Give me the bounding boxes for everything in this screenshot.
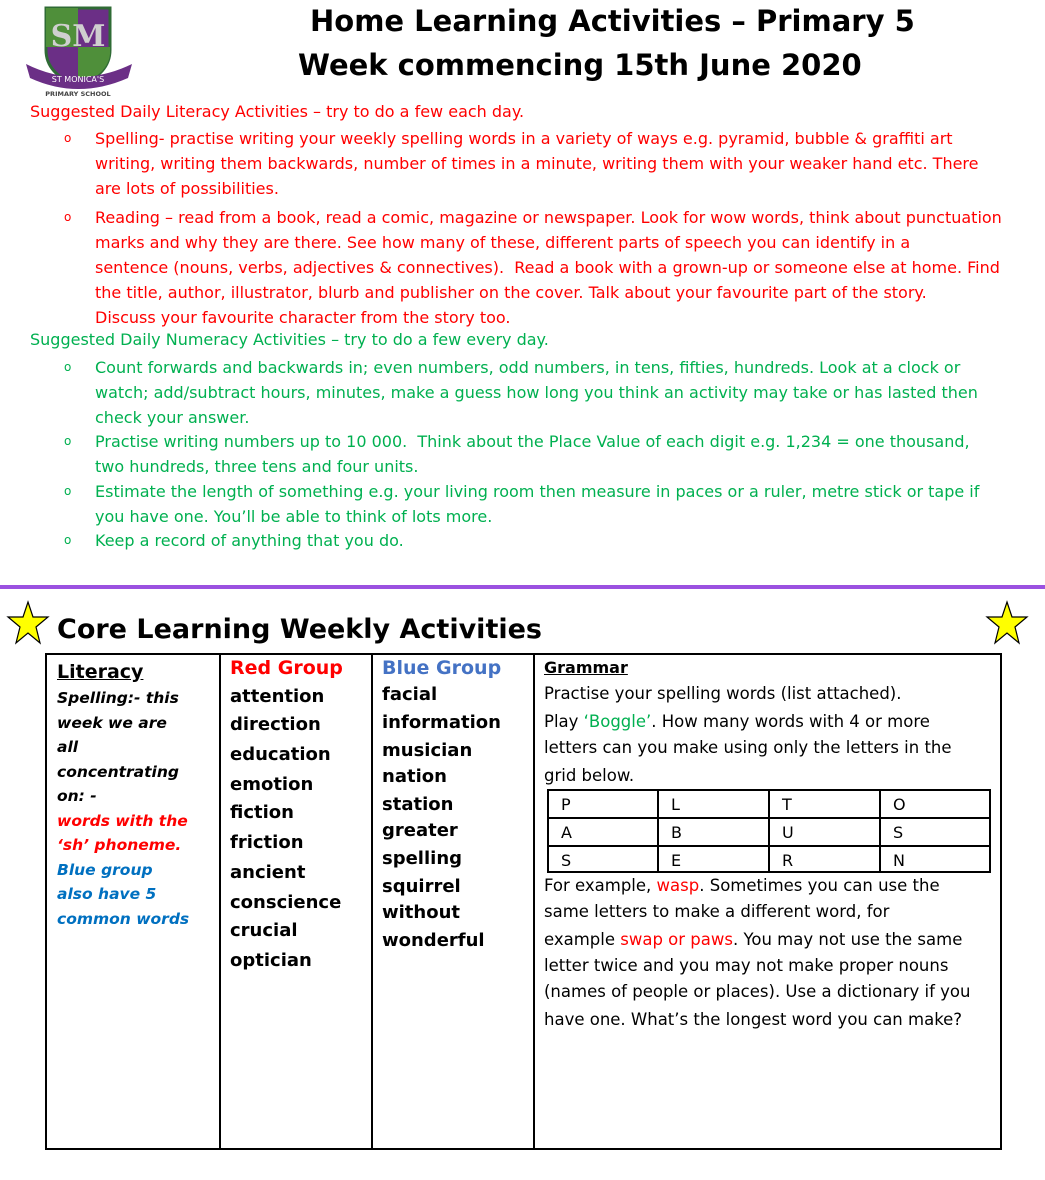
example-word: wasp: [656, 876, 700, 895]
table-column-divider: [533, 655, 535, 1148]
logo-school-sub: PRIMARY SCHOOL: [45, 90, 111, 98]
blue-group-word: wonderful: [382, 930, 485, 951]
blue-group-word: nation: [382, 766, 447, 787]
boggle-word: ‘Boggle’: [583, 712, 652, 731]
core-title: Core Learning Weekly Activities: [57, 614, 542, 645]
numeracy-item-text: Keep a record of anything that you do.: [95, 531, 404, 550]
blue-group-heading: Blue Group: [382, 657, 502, 679]
page-title: Home Learning Activities – Primary 5: [310, 4, 915, 38]
literacy-text-line: concentrating: [57, 762, 179, 781]
literacy-item-text: Spelling- practise writing your weekly spelling words in a variety of ways e.g. pyramid, bubble & graffiti art writing, writing them backwards, number of times in a minute, writing them with your weaker hand etc. There are lots of possibilities.: [95, 129, 979, 198]
grammar-text: . You may not use the same: [733, 930, 963, 949]
red-group-word: ancient: [230, 862, 306, 883]
grid-letter: E: [671, 851, 682, 870]
literacy-text-line: Blue group: [57, 860, 153, 879]
section-divider: [0, 585, 1045, 589]
grammar-line: [544, 712, 930, 731]
blue-group-word: facial: [382, 684, 438, 705]
red-group-word: direction: [230, 714, 321, 735]
literacy-text-line: words with the: [57, 811, 188, 830]
literacy-col-heading: Literacy: [57, 661, 144, 683]
blue-group-word: station: [382, 794, 454, 815]
page-subtitle: Week commencing 15th June 2020: [298, 48, 862, 82]
literacy-item-text: Reading – read from a book, read a comic, magazine or newspaper. Look for wow words, think about punctuation marks and why they are there. See how many of these, different parts of speech you can identify in a sentence (nouns, verbs, adjectives & connectives). Read a book with a grown-up or someone else at home. Find the title, author, illustrator, blurb and publisher on the cover. Talk about your favourite part of the story. Discuss your favourite character from the story too.: [95, 208, 1002, 327]
red-group-word: optician: [230, 950, 312, 971]
blue-group-word: without: [382, 902, 461, 923]
bullet-mark: o: [64, 360, 72, 374]
grid-letter: U: [782, 823, 794, 842]
grammar-text: For example,: [544, 876, 657, 895]
bullet-mark: o: [64, 484, 72, 498]
literacy-heading: Suggested Daily Literacy Activities – try to do a few each day.: [30, 102, 525, 121]
grid-letter: N: [893, 851, 905, 870]
grammar-line: letters can you make using only the letters in the: [544, 738, 952, 757]
grid-letter: R: [782, 851, 794, 870]
red-group-word: emotion: [230, 774, 314, 795]
grammar-line: (names of people or places). Use a dictionary if you: [544, 982, 971, 1001]
grid-letter: T: [782, 795, 792, 814]
grammar-line: grid below.: [544, 766, 635, 785]
logo-school-name: ST MONICA'S: [51, 75, 105, 84]
bullet-mark: o: [64, 434, 72, 448]
grid-line: [768, 791, 770, 871]
grammar-heading: Grammar: [544, 658, 628, 677]
bullet-mark: o: [64, 533, 72, 547]
school-logo: [20, 2, 138, 98]
red-group-word: friction: [230, 832, 304, 853]
star-icon: [6, 600, 50, 650]
grid-letter: O: [893, 795, 906, 814]
grammar-text: . Sometimes you can use the: [699, 876, 940, 895]
boggle-grid: [547, 789, 991, 873]
grammar-text: Play: [544, 712, 584, 731]
numeracy-item-text: Count forwards and backwards in; even numbers, odd numbers, in tens, fifties, hundreds. Look at a clock or watch; add/subtract hours, minutes, make a guess how long you think an activity may take or has lasted then check your answer.: [95, 358, 978, 427]
grid-letter: S: [561, 851, 572, 870]
grid-letter: B: [671, 823, 682, 842]
grammar-line: have one. What’s the longest word you can make?: [544, 1010, 963, 1029]
literacy-text-line: week we are: [57, 713, 167, 732]
table-column-divider: [219, 655, 221, 1148]
literacy-column: [57, 658, 189, 931]
grammar-text: . How many words with 4 or more: [651, 712, 930, 731]
grid-letter: A: [561, 823, 572, 842]
grammar-line: same letters to make a different word, for: [544, 902, 890, 921]
grid-letter: P: [561, 795, 571, 814]
literacy-text-line: on: -: [57, 787, 97, 805]
literacy-text-line: also have 5: [57, 885, 157, 903]
blue-group-word: greater: [382, 820, 458, 841]
blue-group-word: musician: [382, 740, 473, 761]
grid-line: [879, 791, 881, 871]
grid-letter: S: [893, 823, 904, 842]
grammar-text: example: [544, 930, 621, 949]
red-group-heading: Red Group: [230, 657, 343, 679]
red-group-word: attention: [230, 686, 325, 707]
bullet-mark: o: [64, 131, 72, 145]
svg-text:SM: SM: [50, 19, 106, 54]
literacy-text-line: common words: [57, 909, 190, 928]
grammar-line: letter twice and you may not make proper nouns: [544, 956, 949, 975]
bullet-mark: o: [64, 210, 72, 224]
star-icon: [985, 600, 1029, 650]
red-group-word: conscience: [230, 892, 342, 913]
numeracy-item-text: Estimate the length of something e.g. your living room then measure in paces or a ruler, metre stick or tape if you have one. You’ll be able to think of lots more.: [95, 482, 980, 526]
blue-group-word: information: [382, 712, 501, 733]
literacy-text-line: all: [57, 738, 79, 756]
grid-line: [657, 791, 659, 871]
grammar-line: Practise your spelling words (list attached).: [544, 684, 902, 703]
core-table: [45, 653, 1002, 1150]
blue-group-word: squirrel: [382, 876, 461, 897]
literacy-text-line: Spelling:- this: [57, 689, 179, 707]
table-column-divider: [371, 655, 373, 1148]
red-group-word: fiction: [230, 802, 294, 823]
red-group-word: education: [230, 744, 331, 765]
numeracy-heading: Suggested Daily Numeracy Activities – try to do a few every day.: [30, 330, 549, 349]
red-group-word: crucial: [230, 920, 298, 941]
numeracy-item-text: Practise writing numbers up to 10 000. Think about the Place Value of each digit e.g. 1,234 = one thousand, two hundreds, three tens and four units.: [95, 432, 970, 476]
blue-group-word: spelling: [382, 848, 463, 869]
grammar-line: [544, 876, 940, 895]
literacy-text-line: ‘sh’ phoneme.: [57, 836, 182, 854]
grammar-line: [544, 930, 962, 949]
example-word: swap or paws: [620, 930, 733, 949]
grid-letter: L: [671, 795, 680, 814]
